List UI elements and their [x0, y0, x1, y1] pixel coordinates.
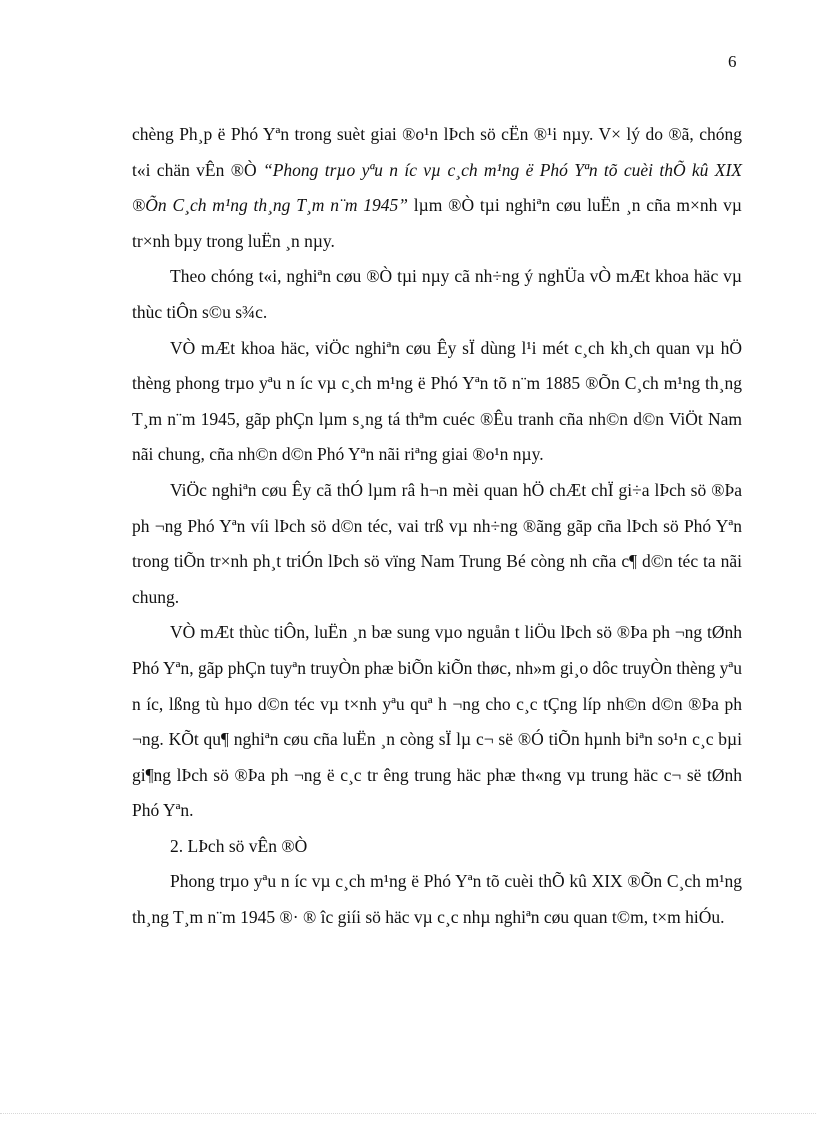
paragraph-1-end: lµm ®Ò tµi nghiªn cøu luËn ¸n cña m×nh vµ tr×nh bµy trong luËn ¸n nµy.: [132, 195, 743, 251]
page-number: 6: [728, 52, 737, 71]
document-body: [132, 117, 742, 936]
paragraph-6: Phong trµo yªu n íc vµ c¸ch m¹ng ë Phó Yªn tõ cuèi thÕ kû XIX ®Õn C¸ch m¹ng th¸ng T¸m n¨m 1945 ®· ® îc giíi sö häc vµ c¸c nhµ nghiªn cøu quan t©m, t×m hiÓu.: [132, 871, 742, 928]
paragraph-2: Theo chóng t«i, nghiªn cøu ®Ò tµi nµy cã nh÷ng ý nghÜa vÒ mÆt khoa häc vµ thùc tiÔn s©u s¾c.: [132, 266, 742, 322]
paragraph-4: ViÖc nghiªn cøu Êy cã thÓ lµm râ h¬n mèi quan hÖ chÆt chÏ gi÷a lÞch sö ®Þa ph ¬ng Phó Yªn víi lÞch sö d©n téc, vai trß vµ nh÷ng ®ãng gãp cña lÞch sö Phó Yªn trong tiÕn tr×nh ph¸t triÓn lÞch sö vïng Nam Trung Bé còng nh cña c¶ d©n téc ta nãi chung.: [132, 479, 742, 607]
thesis-title: “Phong trµo yªu n íc vµ c¸ch m¹ng ë Phó Yªn tõ cuèi thÕ kû XIX ®Õn C¸ch m¹ng th¸ng T¸m n¨m 1945”: [132, 159, 742, 216]
page-bottom-border: [0, 1113, 816, 1114]
section-heading: 2. LÞch sö vÊn ®Ò: [170, 835, 308, 856]
paragraph-1: [132, 117, 742, 259]
paragraph-5: VÒ mÆt thùc tiÔn, luËn ¸n bæ sung vµo nguån t liÖu lÞch sö ®Þa ph ¬ng tØnh Phó Yªn, gãp phÇn tuyªn truyÒn phæ biÕn kiÕn thøc, nh»m gi¸o dôc truyÒn thèng yªu n íc, lßng tù hµo d©n téc vµ t×nh yªu quª h ¬ng cho c¸c tÇng líp nh©n d©n ®Þa ph ¬ng. KÕt qu¶ nghiªn cøu cña luËn ¸n còng sÏ lµ c¬ së ®Ó tiÕn hµnh biªn so¹n c¸c bµi gi¶ng lÞch sö ®Þa ph ¬ng ë c¸c tr êng trung häc phæ th«ng vµ trung häc c¬ së tØnh Phó Yªn.: [132, 622, 742, 821]
paragraph-3: VÒ mÆt khoa häc, viÖc nghiªn cøu Êy sÏ dùng l¹i mét c¸ch kh¸ch quan vµ hÖ thèng phong trµo yªu n íc vµ c¸ch m¹ng ë Phó Yªn tõ n¨m 1885 ®Õn C¸ch m¹ng th¸ng T¸m n¨m 1945, gãp phÇn lµm s¸ng tá thªm cuéc ®Êu tranh cña nh©n d©n ViÖt Nam nãi chung, cña nh©n d©n Phó Yªn nãi riªng giai ®o¹n nµy.: [132, 337, 742, 465]
paragraph-1-start-cont: ªn trong suèt giai ®o¹n lÞch sö cËn ®¹i nµy. V× lý do ®ã, chóng t«i chän vÊn ®Ò: [132, 124, 742, 180]
paragraph-1-start: chèng Ph¸p ë Phó Y: [132, 124, 276, 144]
